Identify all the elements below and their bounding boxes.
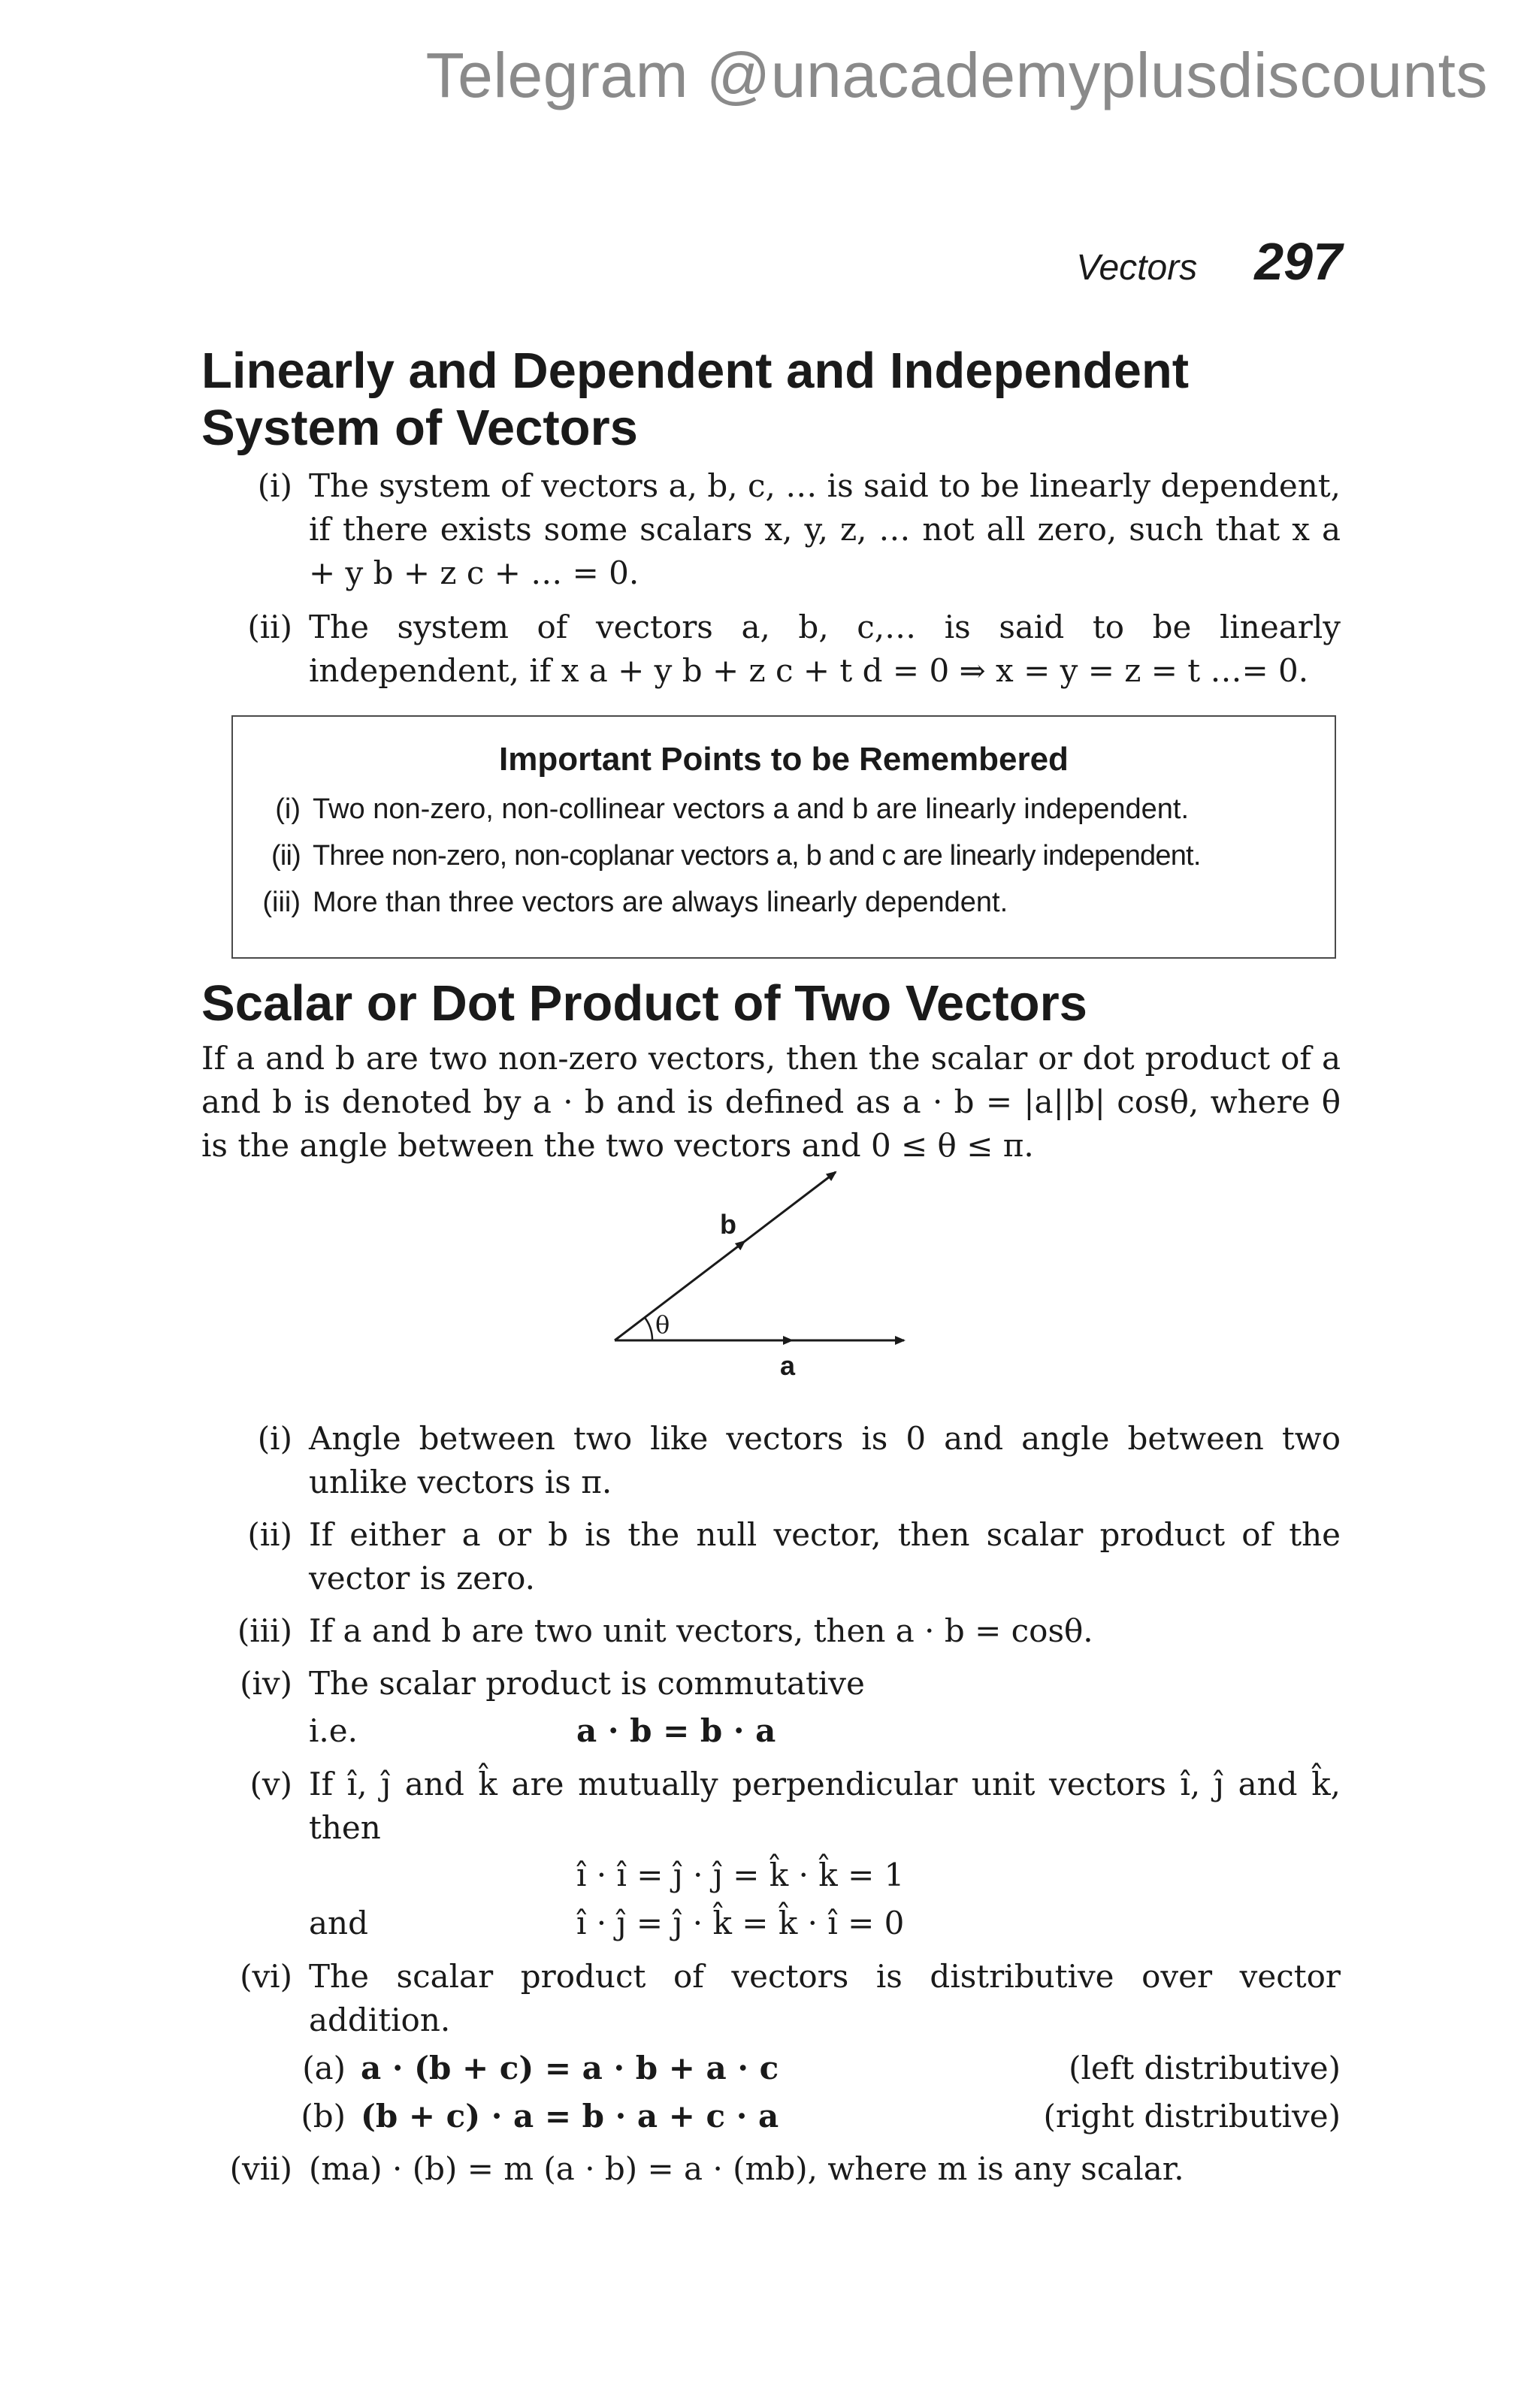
unit-dot-equation-2: î · ĵ = ĵ · k̂ = k̂ · î = 0: [576, 1905, 905, 1941]
box-item-text: More than three vectors are always linearly dependent.: [313, 887, 1008, 918]
sub-item: [201, 2095, 1341, 2138]
item-text: The system of vectors a, b, c, … is said to be linearly dependent, if there exists some scalars x, y, z, … not all zero, such that x a + y b + z c + … = 0.: [309, 467, 1341, 591]
equation-label: and: [309, 1905, 368, 1941]
list-item: [201, 1955, 1341, 2042]
box-item: [254, 786, 1314, 832]
item-text: Angle between two like vectors is 0 and angle between two unlike vectors is π.: [309, 1420, 1341, 1500]
item-text: If î, ĵ and k̂ are mutually perpendicular unit vectors î, ĵ and k̂, then: [309, 1766, 1341, 1846]
label-a: a: [780, 1350, 796, 1381]
item-text: If a and b are two unit vectors, then a · b = cosθ.: [309, 1612, 1093, 1649]
section-heading-dot-product: Scalar or Dot Product of Two Vectors: [201, 975, 1087, 1032]
commutative-equation: a · b = b · a: [576, 1712, 776, 1749]
label-b: b: [720, 1209, 736, 1240]
list-item: [201, 2147, 1341, 2191]
list-item: [201, 606, 1341, 693]
sub-item-number: (b): [301, 2098, 346, 2135]
equation-line: [201, 1853, 1341, 1898]
list-item: [201, 1662, 1341, 1706]
equation-line: [201, 1709, 1341, 1754]
item-text: If either a or b is the null vector, then scalar product of the vector is zero.: [309, 1516, 1341, 1597]
angle-arc: [645, 1318, 652, 1340]
sub-item-equation: (b + c) · a = b · a + c · a: [361, 2098, 779, 2135]
page-content: [201, 343, 1341, 2191]
item-number: (vii): [229, 2150, 292, 2187]
equation-label: i.e.: [309, 1712, 358, 1749]
dot-product-properties: [201, 1417, 1341, 2191]
item-number: (v): [249, 1766, 292, 1802]
box-item-number: (i): [275, 793, 301, 825]
box-item-text: Two non-zero, non-collinear vectors a and b are linearly independent.: [313, 793, 1190, 825]
item-number: (ii): [247, 1516, 292, 1553]
vector-b-midarrow: [741, 1243, 742, 1244]
section-heading-linear-dependence: [201, 343, 1341, 457]
running-head: [1076, 231, 1342, 292]
sub-item-note: (right distributive): [1043, 2098, 1341, 2135]
watermark: Telegram @unacademyplusdiscounts: [425, 40, 1488, 110]
item-number: (i): [257, 1420, 292, 1457]
item-text: (ma) · (b) = m (a · b) = a · (mb), where m is any scalar.: [309, 2150, 1184, 2187]
box-item-number: (iii): [262, 887, 301, 918]
sub-item-note: (left distributive): [1069, 2050, 1341, 2086]
box-item-number: (ii): [271, 840, 301, 872]
item-number: (vi): [240, 1958, 292, 1995]
vector-b-line: [615, 1172, 836, 1340]
angle-figure: [201, 1168, 1341, 1408]
vector-diagram: [607, 1168, 923, 1393]
box-item: [254, 832, 1314, 879]
list-item: [201, 1609, 1341, 1653]
label-theta: θ: [655, 1310, 670, 1339]
list-item: [201, 1763, 1341, 1850]
box-title: Important Points to be Remembered: [499, 741, 1069, 778]
item-text: The system of vectors a, b, c,… is said to be linearly independent, if x a + y b + z c + t d = 0 ⇒ x = y = z = t …= 0.: [309, 609, 1341, 689]
important-points-box: [231, 715, 1336, 959]
heading-line-1: Linearly and Dependent and Independent: [201, 343, 1190, 399]
item-number: (iv): [240, 1665, 292, 1702]
list-item: [201, 1417, 1341, 1504]
equation-line: [201, 1901, 1341, 1946]
box-item-text: Three non-zero, non-coplanar vectors a, b and c are linearly independent.: [313, 840, 1201, 872]
sub-item-equation: a · (b + c) = a · b + a · c: [361, 2050, 779, 2086]
item-text: The scalar product is commutative: [309, 1665, 865, 1702]
unit-dot-equation-1: î · î = ĵ · ĵ = k̂ · k̂ = 1: [576, 1857, 905, 1893]
sub-item-number: (a): [302, 2050, 346, 2086]
page-number: 297: [1254, 232, 1342, 291]
item-text: The scalar product of vectors is distributive over vector addition.: [309, 1958, 1341, 2038]
item-number: (iii): [237, 1612, 292, 1649]
list-item: [201, 464, 1341, 595]
sub-item: [201, 2047, 1341, 2090]
item-number: (ii): [247, 609, 292, 645]
item-number: (i): [257, 467, 292, 504]
box-item: [254, 879, 1314, 926]
list-item: [201, 1513, 1341, 1600]
chapter-title: Vectors: [1076, 248, 1198, 288]
heading-line-2: System of Vectors: [201, 400, 638, 456]
dot-product-definition: If a and b are two non-zero vectors, then the scalar or dot product of a and b is denoted by a · b and is defined as a · b = |a||b| cosθ, where θ is the angle between the two vectors and 0 ≤ θ ≤ π.: [201, 1040, 1341, 1164]
